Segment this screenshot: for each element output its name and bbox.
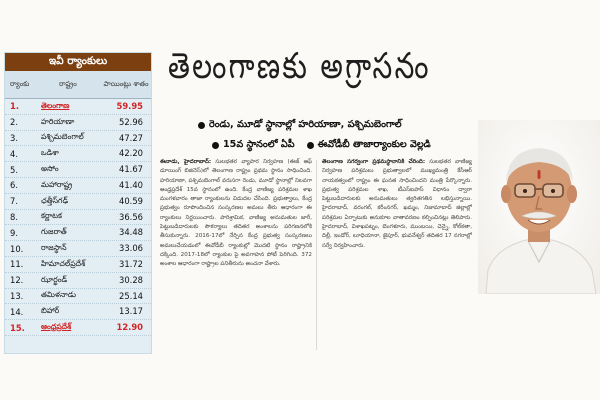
row-points: 36.56 bbox=[119, 211, 143, 222]
subhead-1-text: రెండు, మూడో స్థానాల్లో హరియాణా, పశ్చిమబెంగాల్ bbox=[209, 119, 402, 130]
portrait-illustration bbox=[478, 120, 600, 294]
row-rank: 15. bbox=[10, 322, 25, 333]
row-rank: 11. bbox=[10, 259, 24, 270]
row-points: 40.59 bbox=[119, 195, 143, 206]
column-divider bbox=[316, 160, 317, 350]
table-row bbox=[5, 194, 151, 210]
row-rank: 14. bbox=[10, 306, 24, 317]
header-points: పాయింట్లు శాతం bbox=[103, 79, 149, 88]
row-points: 25.14 bbox=[119, 290, 143, 301]
header-state: రాష్ట్రం bbox=[59, 79, 77, 88]
table-row bbox=[5, 210, 151, 226]
row-state: రాజస్థాన్ bbox=[41, 243, 67, 253]
row-rank: 1. bbox=[10, 101, 20, 112]
table-row bbox=[5, 115, 151, 131]
subhead-3-text: ఈవోడీబీ తాజార్యాంకుల వెల్లడి bbox=[317, 139, 431, 150]
row-points: 42.20 bbox=[119, 148, 143, 159]
row-state: హరియాణా bbox=[41, 116, 75, 126]
subhead-2 bbox=[212, 139, 431, 152]
person-photo bbox=[478, 120, 600, 294]
dateline: ఈనాడు, హైదరాబాద్: bbox=[160, 159, 212, 165]
row-points: 34.48 bbox=[119, 227, 143, 238]
table-row bbox=[5, 320, 151, 336]
table-row bbox=[5, 289, 151, 305]
row-state: కర్ణాటక bbox=[41, 211, 62, 221]
ranking-rows bbox=[5, 99, 151, 336]
subhead-1 bbox=[198, 119, 402, 132]
row-points: 33.06 bbox=[119, 243, 143, 254]
row-rank: 12. bbox=[10, 275, 24, 286]
ranking-table-title: ఇవీ ర్యాంకులు bbox=[5, 53, 151, 71]
row-state: హిమాచల్‌ప్రదేశ్ bbox=[41, 258, 86, 268]
row-rank: 2. bbox=[10, 117, 18, 128]
table-row bbox=[5, 162, 151, 178]
row-points: 13.17 bbox=[119, 306, 143, 317]
row-state: ఆంధ్రప్రదేశ్ bbox=[41, 322, 72, 332]
row-state: పశ్చిమబెంగాల్ bbox=[41, 132, 84, 142]
row-state: మహారాష్ట్ర bbox=[41, 179, 73, 189]
column-1-text: సులభతర వ్యాపార నిర్వహణ (ఈజ్ ఆఫ్ డూయింగ్ బిజినెస్)లో తెలంగాణ రాష్ట్రం ప్రథమ స్థానం సాధించింది. హరియాణా, పశ్చిమబెంగాల్ వరుసగా రెండు, మూడో స్థానాల్లో నిలవగా ఆంధ్రప్రదేశ్ 15వ స్థానంలో ఉంది. కేంద్ర వాణిజ్య పరిశ్రమల శాఖ మంగళవారం తాజా ర్యాంకులను విడుదల చేసింది. ప్రభుత్వాలు, కేంద్ర ప్రభుత్వం రూపొందించిన సంస్కరణల అమలు తీరు ఆధారంగా ఈ ర్యాంకులు నిర్ణయించారు. పారిశ్రామిక, వాణిజ్య అనుమతుల జారీ, పెట్టుబడిదారులకు సౌకర్యాలు తదితర అంశాలను పరిగణనలోకి తీసుకున్నారు. 2016-17లో నేర్చిన కేంద్ర ప్రభుత్వ సంస్కరణలు అమలుచేయడంలో ఈవోడీబీ ర్యాంకుల్లో మొదటి స్థానం రాష్ట్రానికి దక్కింది. 2017-18లో ర్యాంకుల పై అవగాహన పోటీ పెరిగింది. 372 అంశాల ఆధారంగా రాష్ట్రాల పనితీరును అంచనా వేశారు. bbox=[160, 159, 312, 268]
row-rank: 3. bbox=[10, 132, 18, 143]
row-state: తమిళనాడు bbox=[41, 290, 76, 300]
row-rank: 10. bbox=[10, 243, 24, 254]
row-state: ఝార్ఖండ్ bbox=[41, 274, 68, 284]
table-row bbox=[5, 241, 151, 257]
article-column-1 bbox=[160, 158, 312, 354]
row-points: 41.67 bbox=[119, 164, 143, 175]
row-points: 12.90 bbox=[116, 322, 143, 333]
bullet-icon bbox=[307, 142, 314, 149]
header-rank: ర్యాంకు bbox=[10, 79, 30, 88]
row-rank: 4. bbox=[10, 148, 18, 159]
row-points: 41.40 bbox=[119, 179, 143, 190]
column-2-text: సులభతర వాణిజ్య నిర్వహణ పరిశ్రమలు ప్రభుత్వాలలో ముఖ్యమంత్రి కేసీఆర్ నాయకత్వంలో రాష్ట్రం ఈ ఘనత సాధించిందని మంత్రి పేర్కొన్నారు. ప్రభుత్వ పరిశ్రమల శాఖ, టీఎస్‌ఐపాస్ విధానం ద్వారా పెట్టుబడిదారులకు అనుమతులు త్వరితగతిన లభిస్తున్నాయి. హైదరాబాద్, వరంగల్, కరీంనగర్, ఖమ్మం, నిజామాబాద్ జిల్లాల్లో పరిశ్రమల ఏర్పాటుకు అనుకూల వాతావరణం కల్పించినట్లు తెలిపారు. హైదరాబాద్, విశాఖపట్నం, బెంగళూరు, ముంబయి, చెన్నై, కోల్‌కతా, దిల్లీ, ఇండోర్, లూధియానా, జైపూర్, భువనేశ్వర్ తదితర 17 నగరాల్లో సర్వే నిర్వహించారు. bbox=[322, 159, 472, 249]
table-row bbox=[5, 146, 151, 162]
table-row bbox=[5, 304, 151, 320]
row-rank: 13. bbox=[10, 290, 24, 301]
row-points: 30.28 bbox=[119, 274, 143, 285]
row-state: గుజరాత్ bbox=[41, 227, 67, 237]
row-points: 31.72 bbox=[119, 258, 143, 269]
row-points: 47.27 bbox=[119, 132, 143, 143]
table-row bbox=[5, 273, 151, 289]
table-row bbox=[5, 99, 151, 115]
table-row bbox=[5, 225, 151, 241]
bullet-icon bbox=[212, 142, 219, 149]
subhead-2-text: 15వ స్థానంలో ఏపీ bbox=[223, 139, 295, 150]
row-state: ఒడిశా bbox=[41, 148, 59, 158]
row-state: ఛత్తీస్‌గఢ్ bbox=[41, 195, 69, 205]
ranking-table bbox=[4, 52, 152, 354]
row-rank: 7. bbox=[10, 196, 18, 207]
row-state: అసోం bbox=[41, 164, 59, 174]
headline: తెలంగాణకు అగ్రాసనం bbox=[168, 46, 431, 87]
row-state: బిహార్ bbox=[41, 306, 60, 316]
row-rank: 8. bbox=[10, 211, 18, 222]
row-rank: 9. bbox=[10, 227, 18, 238]
row-points: 52.96 bbox=[119, 116, 143, 127]
table-row bbox=[5, 257, 151, 273]
table-row bbox=[5, 131, 151, 147]
row-points: 59.95 bbox=[116, 100, 143, 111]
row-state: తెలంగాణ bbox=[41, 100, 70, 110]
article-column-2 bbox=[322, 158, 472, 354]
ranking-table-header bbox=[5, 71, 151, 99]
bullet-icon bbox=[198, 122, 205, 129]
column-2-heading: తెలంగాణ సగర్వంగా ప్రథమస్థానానికి చేరింది: bbox=[322, 159, 426, 165]
table-row bbox=[5, 178, 151, 194]
row-rank: 6. bbox=[10, 180, 18, 191]
row-rank: 5. bbox=[10, 164, 18, 175]
